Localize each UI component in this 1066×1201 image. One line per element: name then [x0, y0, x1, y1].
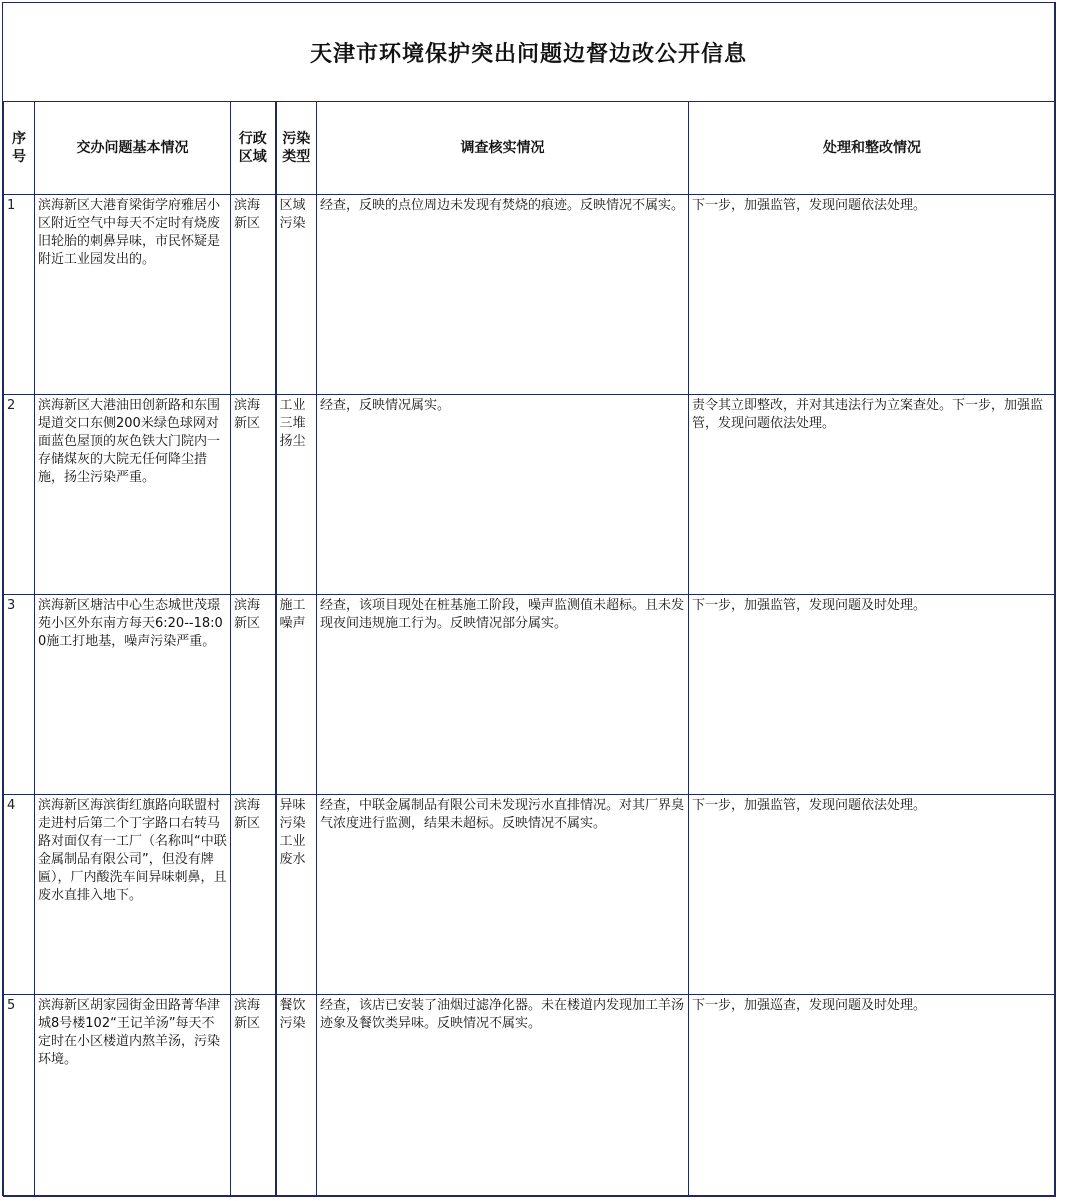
disclosure-sheet — [2, 2, 1056, 1196]
row-problem: 滨海新区大港油田创新路和东围堤道交口东侧200米绿色球网对面蓝色屋顶的灰色铁大门院内一存储煤灰的大院无任何降尘措施，扬尘污染严重。 — [35, 395, 231, 595]
row-investigation: 经查，该项目现处在桩基施工阶段，噪声监测值未超标。且未发现夜间违规施工行为。反映情况部分属实。 — [317, 595, 689, 795]
header-problem: 交办问题基本情况 — [35, 102, 231, 195]
row-pollution-type: 区域污染 — [276, 195, 317, 395]
table-row — [4, 195, 1056, 395]
row-index: 4 — [4, 795, 35, 995]
row-problem: 滨海新区塘沽中心生态城世茂璟苑小区外东南方每天6:20--18:00施工打地基，噪声污染严重。 — [35, 595, 231, 795]
row-index: 2 — [4, 395, 35, 595]
row-index: 3 — [4, 595, 35, 795]
table-row — [4, 995, 1056, 1197]
row-handling: 下一步，加强巡查，发现问题及时处理。 — [689, 995, 1056, 1197]
row-pollution-type: 工业三堆扬尘 — [276, 395, 317, 595]
row-index: 5 — [4, 995, 35, 1197]
header-index: 序号 — [4, 102, 35, 195]
header-handling: 处理和整改情况 — [689, 102, 1056, 195]
page-title: 天津市环境保护突出问题边督边改公开信息 — [309, 41, 747, 67]
table-row — [4, 595, 1056, 795]
row-handling: 下一步，加强监管，发现问题及时处理。 — [689, 595, 1056, 795]
table-row — [4, 395, 1056, 595]
header-investigation: 调查核实情况 — [317, 102, 689, 195]
table-row — [4, 795, 1056, 995]
row-investigation: 经查，该店已安装了油烟过滤净化器。未在楼道内发现加工羊汤迹象及餐饮类异味。反映情况不属实。 — [317, 995, 689, 1197]
disclosure-table — [3, 101, 1056, 1197]
row-region: 滨海新区 — [231, 195, 276, 395]
row-problem: 滨海新区大港育梁街学府雅居小区附近空气中每天不定时有烧废旧轮胎的刺鼻异味，市民怀疑是附近工业园发出的。 — [35, 195, 231, 395]
row-region: 滨海新区 — [231, 595, 276, 795]
row-region: 滨海新区 — [231, 995, 276, 1197]
row-problem: 滨海新区胡家园街金田路菁华津城8号楼102“王记羊汤”每天不定时在小区楼道内熬羊汤，污染环境。 — [35, 995, 231, 1197]
header-pollution-type: 污染类型 — [276, 102, 317, 195]
row-problem: 滨海新区海滨街红旗路向联盟村走进村后第二个丁字路口右转马路对面仅有一工厂（名称叫“中联金属制品有限公司”，但没有牌匾），厂内酸洗车间异味刺鼻，且废水直排入地下。 — [35, 795, 231, 995]
table-header-row — [4, 102, 1056, 195]
row-pollution-type: 异味污染工业废水 — [276, 795, 317, 995]
row-region: 滨海新区 — [231, 795, 276, 995]
row-investigation: 经查，中联金属制品有限公司未发现污水直排情况。对其厂界臭气浓度进行监测，结果未超标。反映情况不属实。 — [317, 795, 689, 995]
row-pollution-type: 餐饮污染 — [276, 995, 317, 1197]
header-region: 行政区域 — [231, 102, 276, 195]
row-handling: 责令其立即整改，并对其违法行为立案查处。下一步，加强监管，发现问题依法处理。 — [689, 395, 1056, 595]
row-pollution-type: 施工噪声 — [276, 595, 317, 795]
row-region: 滨海新区 — [231, 395, 276, 595]
row-investigation: 经查，反映情况属实。 — [317, 395, 689, 595]
row-investigation: 经查，反映的点位周边未发现有焚烧的痕迹。反映情况不属实。 — [317, 195, 689, 395]
row-handling: 下一步，加强监管，发现问题依法处理。 — [689, 195, 1056, 395]
row-index: 1 — [4, 195, 35, 395]
row-handling: 下一步，加强监管，发现问题依法处理。 — [689, 795, 1056, 995]
